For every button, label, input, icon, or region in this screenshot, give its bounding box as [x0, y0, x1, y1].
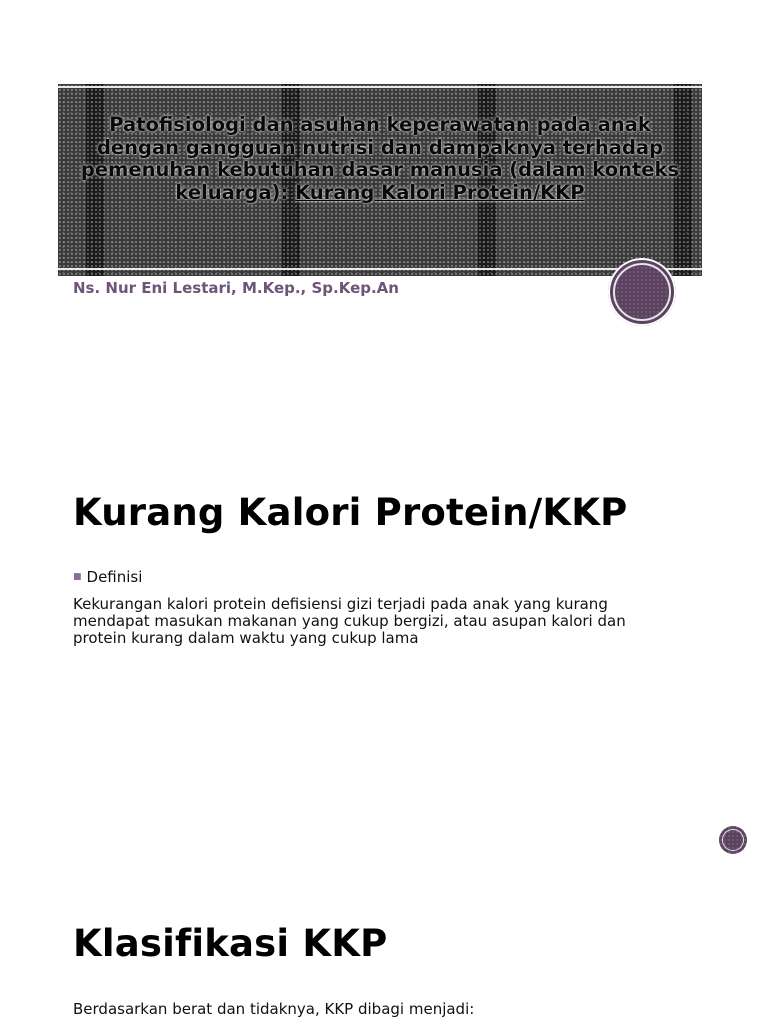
- definition-paragraph: Kekurangan kalori protein defisiensi gizi terjadi pada anak yang kurang mendapat masukan makanan yang cukup bergizi, atau asupan kalori dan protein kurang dalam waktu yang cukup lama: [73, 595, 626, 647]
- bullet-label: Definisi: [86, 568, 143, 586]
- banner-top-rule: [58, 86, 702, 88]
- slide-title-topic: Kurang Kalori Protein/KKP: [295, 180, 585, 204]
- title-slide: [0, 0, 768, 400]
- banner-bottom-rule: [58, 268, 702, 270]
- bullet-marker: ■: [73, 572, 82, 582]
- slide-heading-klasifikasi: Klasifikasi KKP: [73, 922, 388, 965]
- slide-title-main: Patofisiologi dan asuhan keperawatan pada anak dengan gangguan nutrisi dan dampaknya terhadap pemenuhan kebutuhan dasar manusia (dalam konteks keluarga):: [80, 113, 680, 204]
- klasifikasi-paragraph: Berdasarkan berat dan tidaknya, KKP dibagi menjadi:: [73, 1000, 475, 1018]
- bullet-definisi: [73, 568, 142, 586]
- slide-heading-kkp: Kurang Kalori Protein/KKP: [73, 491, 628, 534]
- decorative-circle: [608, 258, 676, 326]
- author-name: Ns. Nur Eni Lestari, M.Kep., Sp.Kep.An: [73, 279, 399, 297]
- decorative-circle-small: [719, 826, 747, 854]
- slide-title: [66, 114, 694, 204]
